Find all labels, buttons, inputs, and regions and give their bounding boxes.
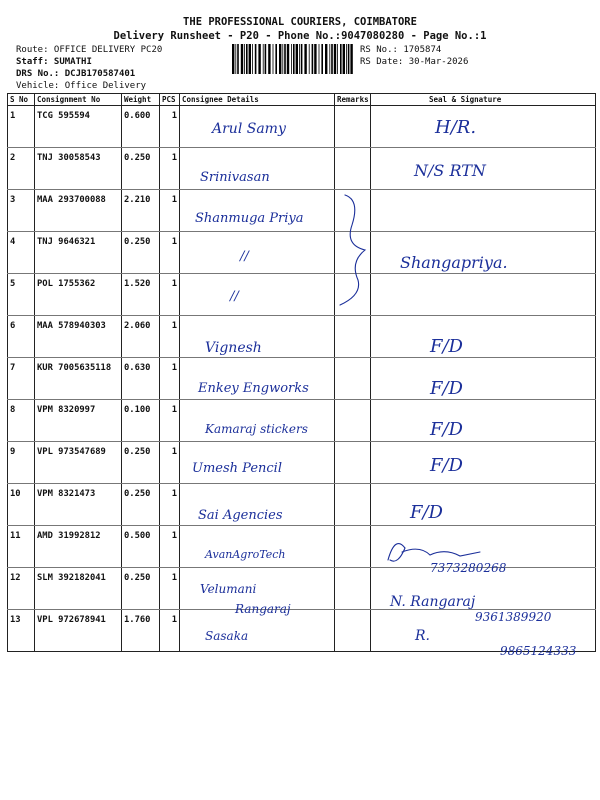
cell-remarks (335, 400, 371, 442)
handwritten-signature: F/D (410, 502, 443, 523)
cell-weight: 0.250 (122, 568, 160, 610)
col-header-seal: Seal & Signature (371, 94, 596, 106)
table-row (8, 400, 596, 442)
cell-remarks (335, 610, 371, 652)
cell-sno: 8 (8, 400, 35, 442)
cell-sno: 6 (8, 316, 35, 358)
cell-seal (371, 400, 596, 442)
cell-seal (371, 484, 596, 526)
cell-seal (371, 568, 596, 610)
cell-remarks (335, 148, 371, 190)
col-header-sno: S No (8, 94, 35, 106)
cell-sno: 3 (8, 190, 35, 232)
handwritten-consignee: Velumani Rangaraj (200, 582, 291, 616)
cell-weight: 0.250 (122, 484, 160, 526)
cell-seal (371, 148, 596, 190)
table-row (8, 610, 596, 652)
cell-weight: 2.060 (122, 316, 160, 358)
cell-consignee (180, 190, 335, 232)
handwritten-signature: H/R. (435, 117, 477, 138)
cell-seal (371, 316, 596, 358)
barcode (232, 44, 354, 74)
cell-sno: 12 (8, 568, 35, 610)
handwritten-consignee: Umesh Pencil (192, 461, 282, 476)
table-header-row (8, 94, 596, 106)
cell-seal (371, 190, 596, 232)
handwritten-signature: Shangapriya. (400, 253, 508, 272)
table-row (8, 148, 596, 190)
cell-weight: 0.250 (122, 232, 160, 274)
cell-consignee (180, 232, 335, 274)
table-row (8, 358, 596, 400)
handwritten-signature: F/D (430, 455, 463, 476)
cell-remarks (335, 442, 371, 484)
cell-weight: 0.600 (122, 106, 160, 148)
cell-consignee (180, 106, 335, 148)
cell-pcs: 1 (160, 442, 180, 484)
cell-consignee (180, 442, 335, 484)
cell-consignment: SLM 392182041 (35, 568, 122, 610)
cell-consignee (180, 610, 335, 652)
cell-consignee (180, 484, 335, 526)
cell-pcs: 1 (160, 400, 180, 442)
handwritten-consignee: Vignesh (205, 340, 262, 356)
cell-consignee (180, 400, 335, 442)
cell-consignment: VPL 973547689 (35, 442, 122, 484)
cell-consignment: MAA 293700088 (35, 190, 122, 232)
cell-consignment: VPL 972678941 (35, 610, 122, 652)
table-row (8, 568, 596, 610)
cell-pcs: 1 (160, 316, 180, 358)
cell-seal (371, 610, 596, 652)
cell-consignee (180, 526, 335, 568)
cell-consignee (180, 358, 335, 400)
table-row (8, 274, 596, 316)
cell-pcs: 1 (160, 190, 180, 232)
cell-remarks (335, 274, 371, 316)
drs-label: DRS No.: DCJB170587401 (16, 69, 136, 79)
cell-remarks (335, 526, 371, 568)
handwritten-consignee: AvanAgroTech (205, 548, 286, 561)
cell-pcs: 1 (160, 274, 180, 316)
handwritten-consignee: // (240, 249, 249, 264)
cell-remarks (335, 484, 371, 526)
cell-consignment: POL 1755362 (35, 274, 122, 316)
cell-remarks (335, 358, 371, 400)
handwritten-consignee: // (230, 289, 239, 304)
cell-sno: 2 (8, 148, 35, 190)
table-row (8, 316, 596, 358)
cell-pcs: 1 (160, 106, 180, 148)
cell-consignee (180, 274, 335, 316)
cell-weight: 0.100 (122, 400, 160, 442)
cell-consignee (180, 148, 335, 190)
cell-consignment: TNJ 30058543 (35, 148, 122, 190)
cell-remarks (335, 190, 371, 232)
col-header-remarks: Remarks (335, 94, 371, 106)
cell-seal (371, 358, 596, 400)
rs-date-label: RS Date: 30-Mar-2026 (360, 57, 469, 67)
handwritten-consignee: Arul Samy (212, 121, 286, 137)
cell-consignment: MAA 578940303 (35, 316, 122, 358)
table-row (8, 442, 596, 484)
cell-remarks (335, 232, 371, 274)
handwritten-consignee: Kamaraj stickers (205, 422, 308, 436)
table-row (8, 484, 596, 526)
handwritten-consignee: Enkey Engworks (198, 381, 309, 396)
cell-sno: 11 (8, 526, 35, 568)
cell-sno: 13 (8, 610, 35, 652)
cell-consignment: KUR 7005635118 (35, 358, 122, 400)
cell-seal (371, 106, 596, 148)
cell-pcs: 1 (160, 526, 180, 568)
col-header-consignment: Consignment No (35, 94, 122, 106)
cell-weight: 1.760 (122, 610, 160, 652)
cell-consignment: TNJ 9646321 (35, 232, 122, 274)
col-header-weight: Weight (122, 94, 160, 106)
cell-consignee (180, 568, 335, 610)
cell-pcs: 1 (160, 610, 180, 652)
handwritten-signature: 7373280268 (430, 561, 507, 575)
handwritten-signature: N/S RTN (414, 161, 486, 180)
cell-consignment: AMD 31992812 (35, 526, 122, 568)
cell-pcs: 1 (160, 148, 180, 190)
cell-seal (371, 232, 596, 274)
cell-weight: 1.520 (122, 274, 160, 316)
cell-pcs: 1 (160, 484, 180, 526)
cell-remarks (335, 568, 371, 610)
handwritten-signature: N. Rangaraj9361389920 (390, 594, 552, 624)
cell-sno: 9 (8, 442, 35, 484)
company-title: THE PROFESSIONAL COURIERS, COIMBATORE (183, 16, 417, 28)
handwritten-consignee: Sai Agencies (198, 508, 283, 523)
handwritten-consignee: Srinivasan (200, 170, 270, 185)
cell-remarks (335, 316, 371, 358)
cell-remarks (335, 106, 371, 148)
cell-consignment: VPM 8321473 (35, 484, 122, 526)
cell-consignment: TCG 595594 (35, 106, 122, 148)
table-row (8, 106, 596, 148)
table-row (8, 190, 596, 232)
staff-label: Staff: SUMATHI (16, 57, 92, 67)
cell-sno: 10 (8, 484, 35, 526)
handwritten-signature: F/D (430, 336, 463, 357)
cell-weight: 2.210 (122, 190, 160, 232)
cell-seal (371, 526, 596, 568)
cell-consignee (180, 316, 335, 358)
table-row (8, 232, 596, 274)
cell-weight: 0.250 (122, 148, 160, 190)
vehicle-label: Vehicle: Office Delivery (16, 81, 147, 91)
col-header-consignee: Consignee Details (180, 94, 335, 106)
cell-sno: 5 (8, 274, 35, 316)
cell-pcs: 1 (160, 568, 180, 610)
handwritten-signature: F/D (430, 378, 463, 399)
col-header-pcs: PCS (160, 94, 180, 106)
cell-consignment: VPM 8320997 (35, 400, 122, 442)
handwritten-consignee: Sasaka (205, 629, 249, 643)
cell-seal (371, 274, 596, 316)
cell-weight: 0.250 (122, 442, 160, 484)
table-row (8, 526, 596, 568)
runsheet-table (7, 93, 596, 652)
route-label: Route: OFFICE DELIVERY PC20 (16, 45, 163, 55)
cell-weight: 0.630 (122, 358, 160, 400)
handwritten-consignee: Shanmuga Priya (195, 211, 304, 226)
handwritten-signature: R.9865124333 (415, 628, 577, 658)
cell-sno: 1 (8, 106, 35, 148)
cell-pcs: 1 (160, 232, 180, 274)
rs-number-label: RS No.: 1705874 (360, 45, 442, 55)
runsheet-subtitle: Delivery Runsheet - P20 - Phone No.:9047080280 - Page No.:1 (113, 30, 487, 42)
cell-weight: 0.500 (122, 526, 160, 568)
cell-pcs: 1 (160, 358, 180, 400)
cell-sno: 4 (8, 232, 35, 274)
handwritten-signature: F/D (430, 419, 463, 440)
cell-seal (371, 442, 596, 484)
cell-sno: 7 (8, 358, 35, 400)
